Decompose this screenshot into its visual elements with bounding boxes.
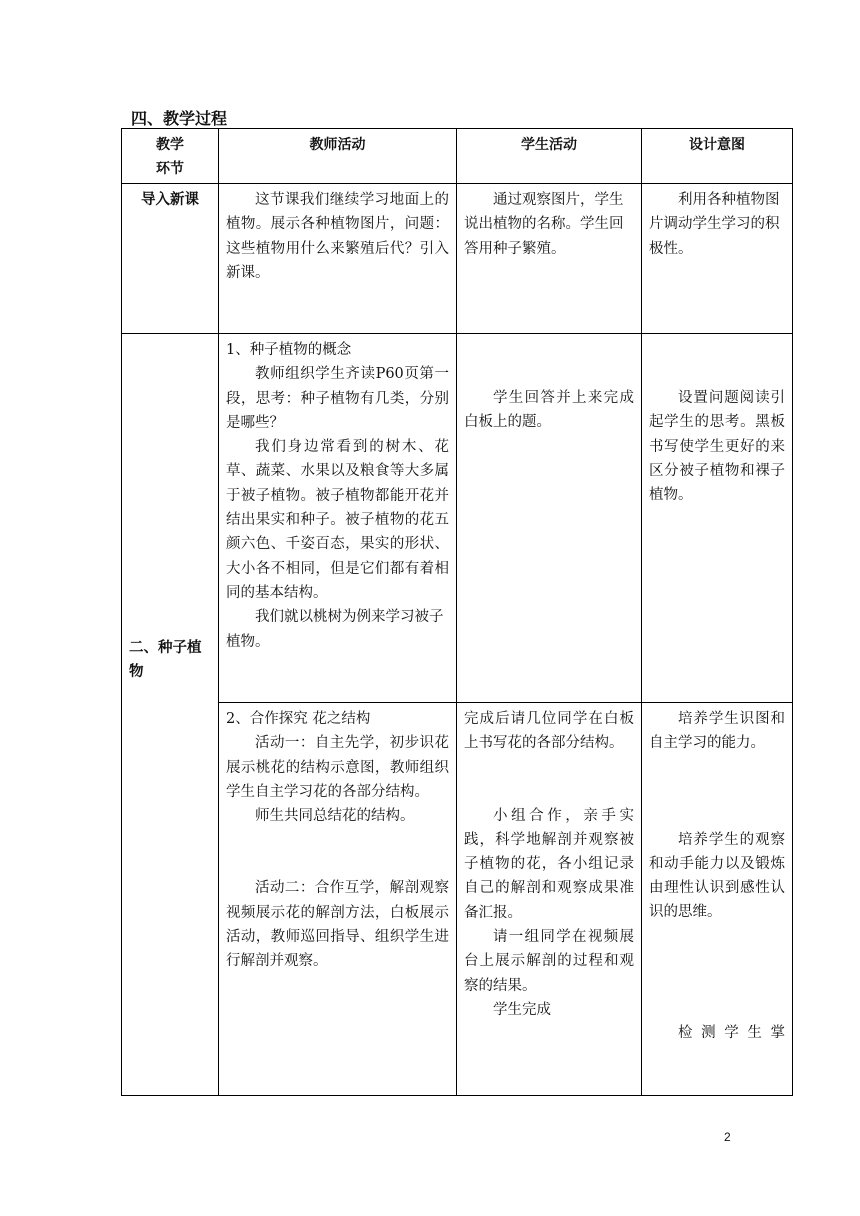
page-number: 2 — [724, 1130, 731, 1144]
stage-seed-plants-label: 二、种子植物 — [129, 639, 202, 680]
stage-intro: 导入新课 — [122, 184, 219, 334]
teacher-seed-p1: 教师组织学生齐读P60页第一段，思考：种子植物有几类，分别是哪些？ — [226, 366, 449, 431]
header-teacher-activity: 教师活动 — [219, 129, 457, 184]
intent-seed-text: 设置问题阅读引起学生的思考。黑板书写使学生更好的来区分被子植物和裸子植物。 — [649, 390, 785, 504]
header-student-activity: 学生活动 — [457, 129, 642, 184]
intent-flower — [642, 703, 793, 1096]
student-flower-p1: 完成后请几位同学在白板上书写花的各部分结构。 — [464, 711, 634, 752]
student-flower-p3: 请一组同学在视频展台上展示解剖的过程和观察的结果。 — [464, 929, 634, 994]
teacher-flower — [219, 703, 464, 1096]
row-flower-structure — [122, 703, 793, 1096]
intent-intro-text: 利用各种植物图片调动学生学习的积极性。 — [649, 192, 780, 257]
teaching-process-table — [121, 128, 793, 1096]
student-seed-concept — [457, 334, 642, 703]
teacher-seed-p3: 我们就以桃树为例来学习被子植物。 — [226, 609, 444, 650]
row-seed-plants — [122, 334, 793, 703]
header-row — [122, 129, 793, 184]
student-intro-text: 通过观察图片，学生说出植物的名称。学生回答用种子繁殖。 — [464, 192, 624, 257]
header-design-intent: 设计意图 — [642, 129, 793, 184]
teacher-flower-title: 2、合作探究 花之结构 — [226, 711, 371, 727]
intent-flower-p2: 培养学生的观察和动手能力以及锻炼由理性认识到感性认识的思维。 — [649, 831, 785, 921]
intent-intro — [642, 184, 793, 334]
student-flower — [457, 703, 642, 1096]
teacher-flower-p3: 活动二：合作互学，解剖观察 视频展示花的解剖方法，白板展示活动，教师巡回指导、组织学生进行解剖并观察。 — [226, 880, 449, 970]
student-flower-p4: 学生完成 — [493, 1001, 551, 1018]
intent-flower-p1: 培养学生识图和自主学习的能力。 — [649, 711, 785, 752]
student-seed-text: 学生回答并上来完成白板上的题。 — [464, 390, 634, 431]
teacher-flower-p1: 活动一：自主先学，初步识花 展示桃花的结构示意图，教师组织学生自主学习花的各部分结构。 — [226, 735, 464, 800]
student-intro — [457, 184, 642, 334]
header-stage: 教学 环节 — [122, 129, 219, 184]
row-intro — [122, 184, 793, 334]
section-heading: 四、教学过程 — [131, 109, 228, 128]
teacher-flower-p2: 师生共同总结花的结构。 — [255, 808, 415, 825]
teacher-intro — [219, 184, 457, 334]
stage-seed-plants — [122, 334, 219, 1096]
teacher-seed-title: 1、种子植物的概念 — [226, 342, 352, 358]
teacher-seed-concept — [219, 334, 457, 703]
teacher-intro-text: 这节课我们继续学习地面上的植物。展示各种植物图片，问题：这些植物用什么来繁殖后代？引入新课。 — [226, 192, 449, 281]
teacher-seed-p2: 我们身边常看到的树木、花草、蔬菜、水果以及粮食等大多属于被子植物。被子植物都能开花并结出果实和种子。被子植物的花五颜六色、千姿百态，果实的形状、大小各不相同，但是它们都有着相同的基本结构。 — [226, 439, 449, 601]
intent-flower-p3: 检测学生掌 — [678, 1024, 785, 1041]
intent-seed-concept — [642, 334, 793, 703]
student-flower-p2: 小组合作，亲手实践，科学地解剖并观察被子植物的花，各小组记录自己的解剖和观察成果准备汇报。 — [464, 807, 634, 921]
